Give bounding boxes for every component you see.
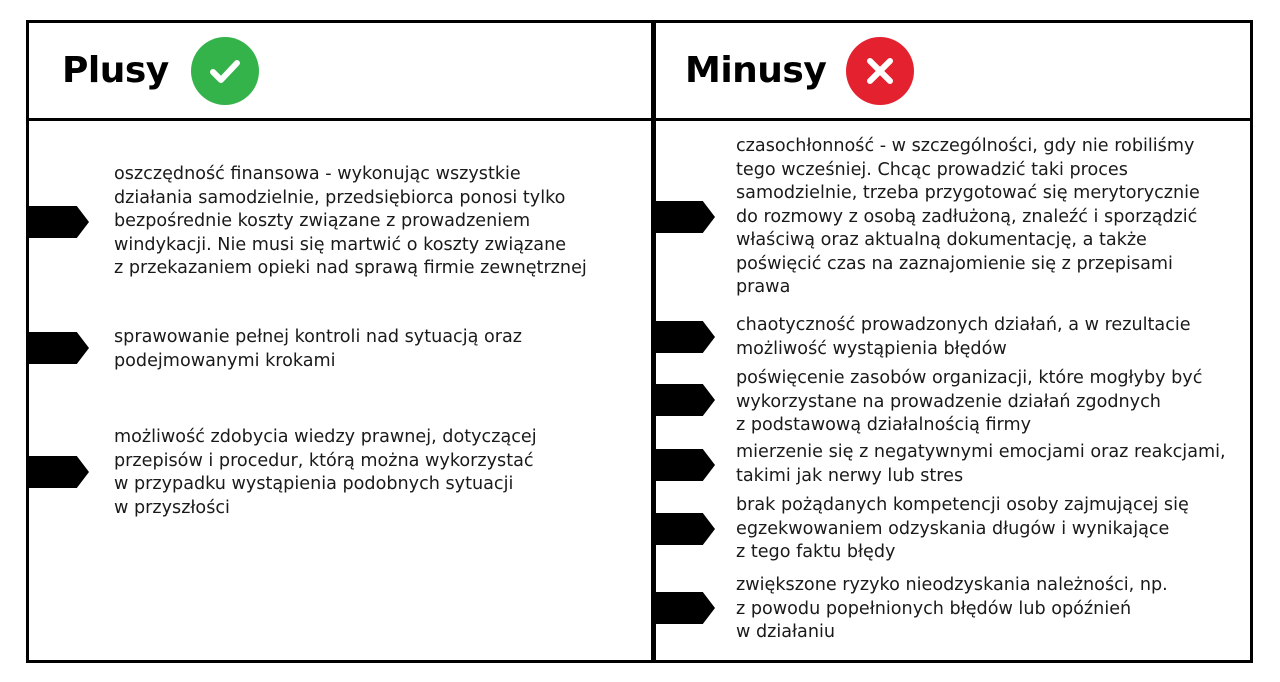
pros-item-2: sprawowanie pełnej kontroli nad sytuacją oraz podejmowanymi krokami: [114, 327, 522, 371]
bullet-arrow-icon: [654, 201, 715, 233]
bullet-arrow-icon: [654, 513, 715, 545]
check-icon: [191, 37, 259, 105]
bullet-arrow-icon: [28, 456, 89, 488]
cons-header: [685, 23, 914, 118]
pros-header: [62, 23, 259, 118]
cons-item-6: zwiększone ryzyko nieodzyskania należności, np. z powodu popełnionych błędów lub opóźnień w działaniu: [736, 575, 1168, 642]
pros-title: Plusy: [62, 50, 169, 91]
pros-item-1: oszczędność finansowa - wykonując wszystkie działania samodzielnie, przedsiębiorca ponosi tylko bezpośrednie koszty związane z prowadzeniem windykacji. Nie musi się martwić o koszty związane z przekazaniem opieki nad sprawą firmie zewnętrznej: [114, 164, 587, 278]
bullet-arrow-icon: [654, 384, 715, 416]
cons-title: Minusy: [685, 50, 827, 91]
cons-item-3: poświęcenie zasobów organizacji, które mogłyby być wykorzystane na prowadzenie działań zgodnych z podstawową działalnością firmy: [736, 368, 1203, 435]
cons-item-2: chaotyczność prowadzonych działań, a w rezultacie możliwość wystąpienia błędów: [736, 315, 1191, 359]
cons-item-5: brak pożądanych kompetencji osoby zajmującej się egzekwowaniem odzyskania długów i wynikające z tego faktu błędy: [736, 495, 1189, 562]
cons-item-1: czasochłonność - w szczególności, gdy nie robiliśmy tego wcześniej. Chcąc prowadzić taki proces samodzielnie, trzeba przygotować się merytorycznie do rozmowy z osobą zadłużoną, znaleźć i sporządzić właściwą oraz aktualną dokumentację, a także poświęcić czas na zaznajomienie się z przepisami prawa: [736, 136, 1200, 297]
cons-item-4: mierzenie się z negatywnymi emocjami oraz reakcjami, takimi jak nerwy lub stres: [736, 442, 1226, 486]
pros-item-3: możliwość zdobycia wiedzy prawnej, dotyczącej przepisów i procedur, którą można wykorzystać w przypadku wystąpienia podobnych sytuacji w przyszłości: [114, 427, 537, 518]
bullet-arrow-icon: [654, 449, 715, 481]
header-divider: [29, 118, 1250, 121]
bullet-arrow-icon: [28, 206, 89, 238]
x-icon: [846, 37, 914, 105]
bullet-arrow-icon: [28, 332, 89, 364]
bullet-arrow-icon: [654, 592, 715, 624]
bullet-arrow-icon: [654, 321, 715, 353]
